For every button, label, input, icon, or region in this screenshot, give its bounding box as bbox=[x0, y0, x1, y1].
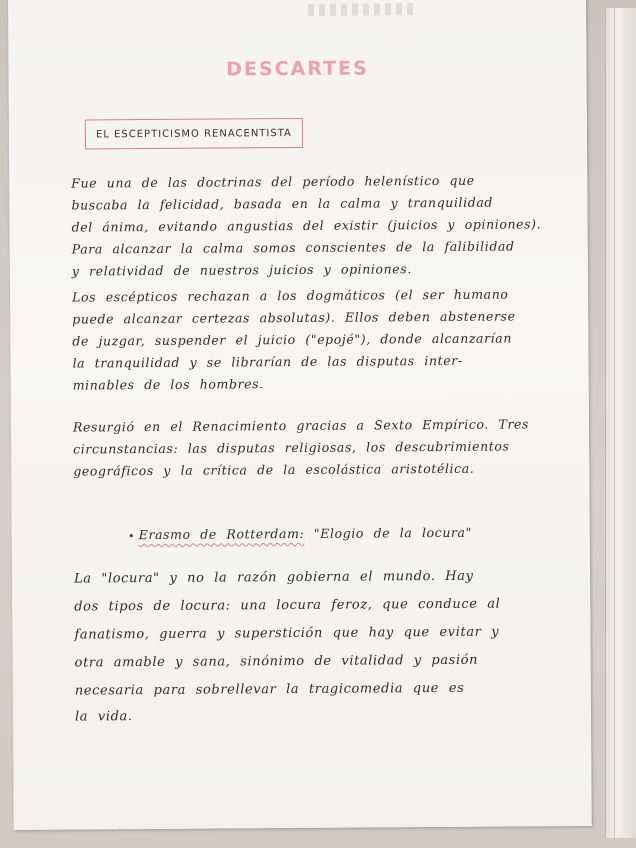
text-line: la vida. bbox=[74, 709, 133, 725]
notebook-page bbox=[8, 0, 592, 830]
text-line: minables de los hombres. bbox=[72, 376, 264, 393]
subheading-work: "Elogio de la locura" bbox=[313, 524, 472, 541]
text-line: buscaba la felicidad, basada en la calma y tranquilidad bbox=[71, 194, 494, 213]
paragraph-3 bbox=[72, 416, 583, 479]
section-heading: EL ESCEPTICISMO RENACENTISTA bbox=[95, 127, 292, 140]
text-line: La "locura" y no la razón gobierna el mundo. Hay bbox=[73, 568, 474, 587]
text-line: fanatismo, guerra y superstición que hay que evitar y bbox=[74, 624, 500, 643]
paragraph-2 bbox=[72, 286, 582, 393]
paragraph-1 bbox=[71, 172, 581, 279]
text-line: de juzgar, suspender el juicio ("epojé"), donde alcanzarían bbox=[72, 330, 513, 349]
text-line: Para alcanzar la calma somos conscientes de la falibilidad bbox=[71, 238, 515, 257]
text-line: circunstancias: las disputas religiosas, los descubrimientos bbox=[73, 438, 510, 457]
text-line: la tranquilidad y se librarían de las disputas inter- bbox=[72, 352, 463, 371]
text-line: y relatividad de nuestros juicios y opiniones. bbox=[71, 261, 412, 279]
bullet-dot-icon bbox=[130, 534, 133, 537]
subheading bbox=[130, 525, 472, 542]
subheading-author: Erasmo de Rotterdam: bbox=[138, 525, 305, 543]
page-title: DESCARTES bbox=[226, 57, 369, 81]
text-line: Fue una de las doctrinas del período helenístico que bbox=[71, 172, 475, 191]
section-heading-box bbox=[85, 118, 303, 150]
text-line: puede alcanzar certezas absolutas). Ellos deben abstenerse bbox=[72, 308, 516, 327]
text-line: Los escépticos rechazan a los dogmáticos (el ser humano bbox=[72, 286, 509, 305]
text-line: geográficos y la crítica de la escolástica aristotélica. bbox=[73, 460, 475, 479]
text-line: dos tipos de locura: una locura feroz, que conduce al bbox=[74, 596, 501, 615]
text-line: del ánima, evitando angustias del existir (juicios y opiniones). bbox=[71, 216, 542, 235]
text-line: necesaria para sobrellevar la tragicomedia que es bbox=[74, 680, 465, 699]
paragraph-4 bbox=[73, 568, 584, 725]
ink-bleed-through bbox=[308, 3, 418, 16]
text-line: Resurgió en el Renacimiento gracias a Sexto Empírico. Tres bbox=[72, 416, 530, 435]
text-line: otra amable y sana, sinónimo de vitalidad y pasión bbox=[74, 652, 479, 671]
paper-stack bbox=[605, 8, 636, 838]
